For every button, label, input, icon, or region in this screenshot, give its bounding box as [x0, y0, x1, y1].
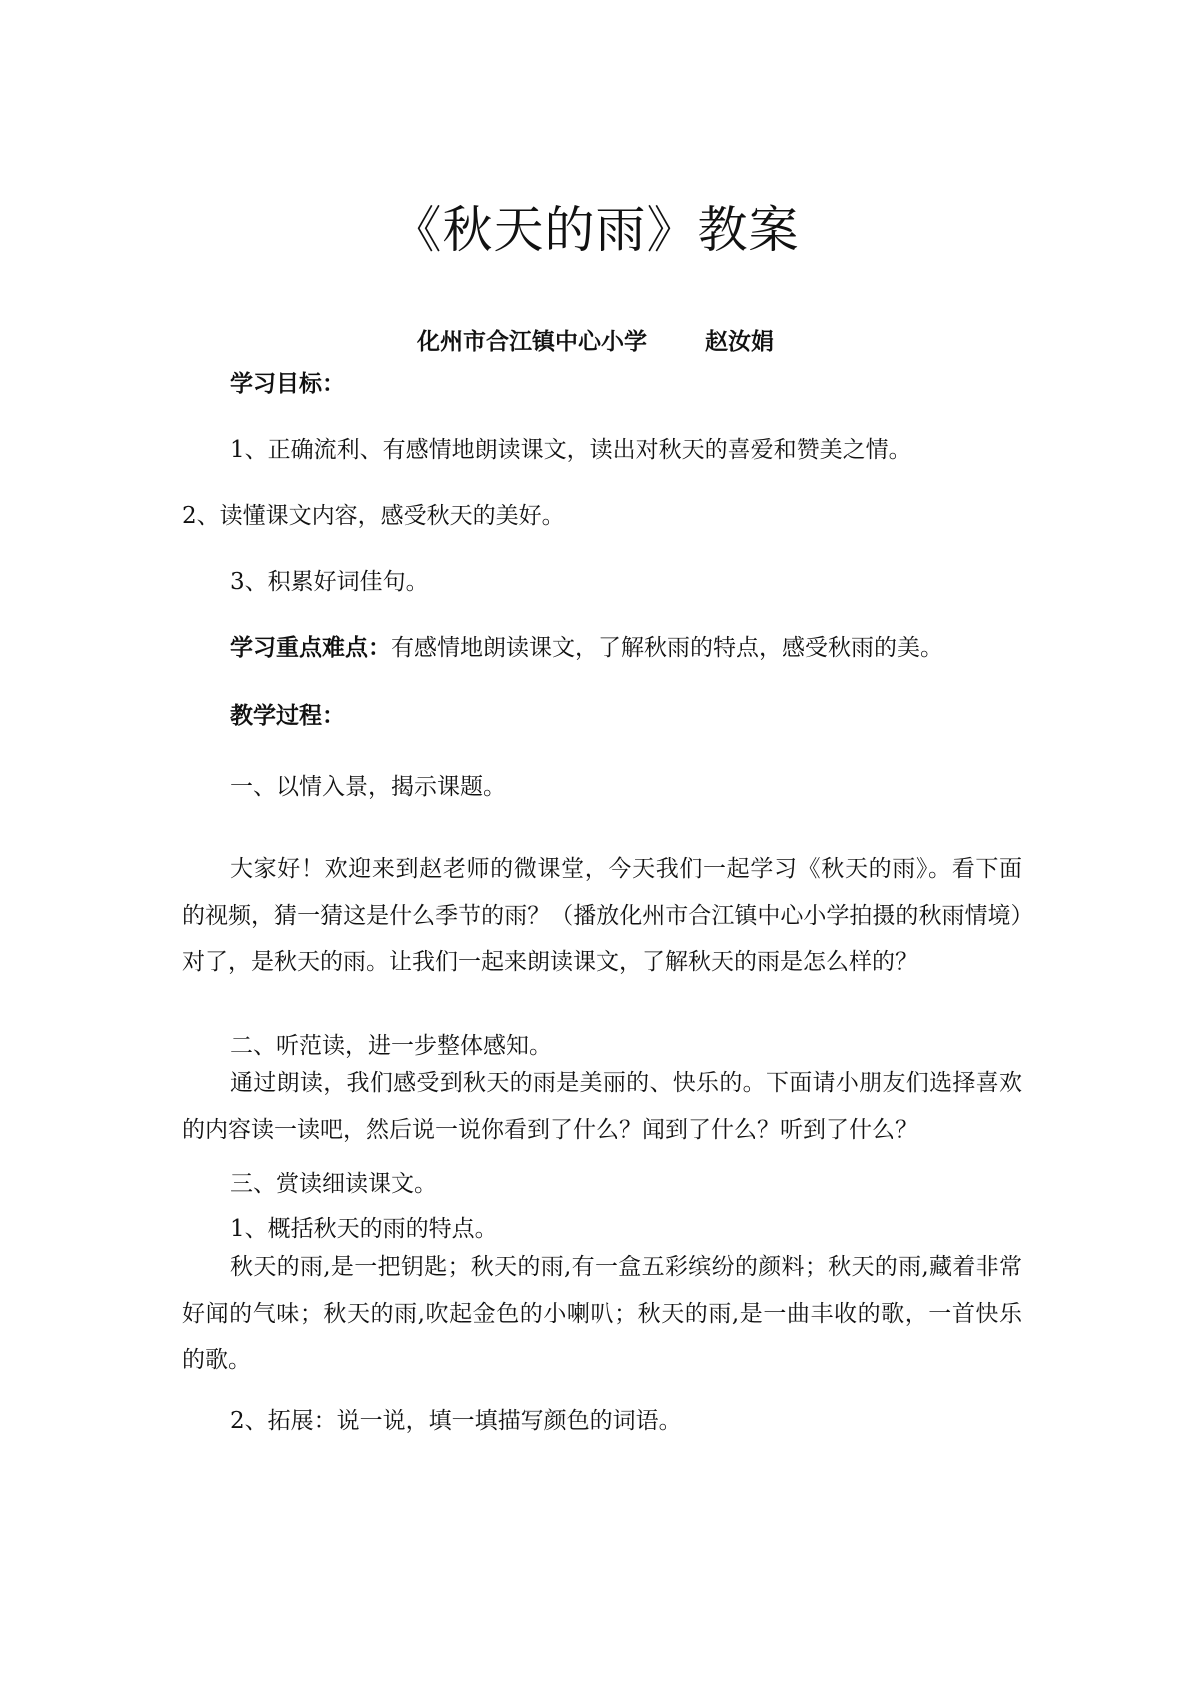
objectives-heading: 学习目标： [230, 371, 345, 397]
key-points-label: 学习重点难点： [230, 635, 391, 661]
document-title: 《秋天的雨》教案 [391, 201, 800, 259]
step2-heading: 二、听范读，进一步整体感知。 [230, 1033, 552, 1059]
step3-sub1: 1、概括秋天的雨的特点。 [230, 1216, 498, 1242]
step1-body: 大家好！欢迎来到赵老师的微课堂，今天我们一起学习《秋天的雨》。看下面的视频，猜一猜这是什么季节的雨？（播放化州市合江镇中心小学拍摄的秋雨情境）对了，是秋天的雨。让我们一起来朗读课文，了解秋天的雨是怎么样的？ [182, 856, 1022, 975]
step3-sub1-body: 秋天的雨,是一把钥匙；秋天的雨,有一盒五彩缤纷的颜料；秋天的雨,藏着非常好闻的气味；秋天的雨,吹起金色的小喇叭；秋天的雨,是一曲丰收的歌，一首快乐的歌。 [182, 1254, 1022, 1373]
key-points-line [230, 632, 943, 664]
objective-item-2: 2、读懂课文内容，感受秋天的美好。 [182, 503, 565, 529]
objective-item-1: 1、正确流利、有感情地朗读课文，读出对秋天的喜爱和赞美之情。 [230, 437, 912, 463]
step3-sub2: 2、拓展：说一说，填一填描写颜色的词语。 [230, 1408, 682, 1434]
school-name: 化州市合江镇中心小学 [417, 329, 647, 355]
objective-item-3: 3、积累好词佳句。 [230, 569, 429, 595]
author-line [0, 326, 1191, 358]
key-points-text: 有感情地朗读课文，了解秋雨的特点，感受秋雨的美。 [391, 635, 943, 661]
author-name: 赵汝娟 [705, 329, 774, 355]
process-heading: 教学过程： [230, 703, 345, 729]
step2-body: 通过朗读，我们感受到秋天的雨是美丽的、快乐的。下面请小朋友们选择喜欢的内容读一读吧，然后说一说你看到了什么？闻到了什么？听到了什么？ [182, 1070, 1022, 1143]
step1-heading: 一、以情入景，揭示课题。 [230, 774, 506, 800]
step3-heading: 三、赏读细读课文。 [230, 1171, 437, 1197]
